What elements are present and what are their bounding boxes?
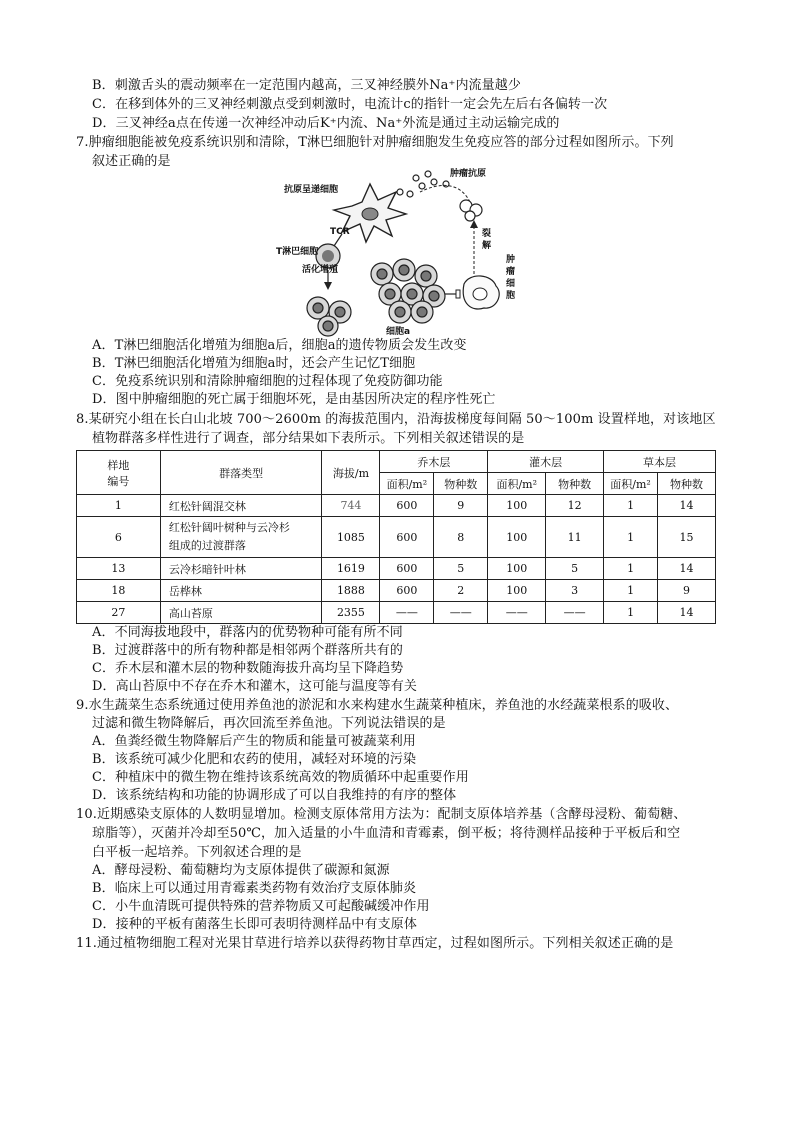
tumor-antigen-cluster-icon — [460, 200, 482, 221]
cell-id: 1 — [77, 495, 161, 517]
cell-herb-area: 1 — [604, 495, 658, 517]
community-survey-table — [76, 450, 716, 624]
q7-stem: 7.肿瘤细胞能被免疫系统识别和清除，T淋巴细胞针对肿瘤细胞发生免疫应答的部分过程如图所示。下列 — [76, 135, 674, 150]
q10-option-c: C．小牛血清既可提供特殊的营养物质又可起酸碱缓冲作用 — [92, 899, 430, 914]
header-herb-species: 物种数 — [658, 473, 716, 495]
tumor-cell-label-2: 瘤 — [506, 267, 516, 277]
q9-stem: 9.水生蔬菜生态系统通过使用养鱼池的淤泥和水来构建水生蔬菜种植床，养鱼池的水经蔬菜根系的吸收、 — [76, 698, 679, 713]
q9-option-d: D．该系统结构和功能的协调形成了可以自我维持的有序的整体 — [92, 788, 457, 803]
cell-herb-area: 1 — [604, 580, 658, 602]
cell-herb-area: 1 — [604, 517, 658, 558]
tumor-antigen-dots-icon — [397, 171, 449, 197]
q10-option-d: D．接种的平板有菌落生长即可表明待测样品中有支原体 — [92, 917, 417, 932]
cell-id: 13 — [77, 558, 161, 580]
table-row — [77, 495, 716, 517]
cell-alt: 744 — [322, 495, 380, 517]
q6-option-b: B．刺激舌头的震动频率在一定范围内越高，三叉神经膜外Na⁺内流量越少 — [92, 78, 521, 93]
header-plot-line1: 样地 — [107, 458, 130, 472]
q7-option-b: B．T淋巴细胞活化增殖为细胞a时，还会产生记忆T细胞 — [92, 356, 416, 371]
q10-option-a: A．酵母浸粉、葡萄糖均为支原体提供了碳源和氮源 — [92, 863, 390, 878]
tumor-cell-label-4: 胞 — [506, 291, 516, 301]
cell-type-line1: 红松针阔叶树种与云冷杉 — [168, 521, 290, 534]
contact-receptor — [456, 290, 460, 298]
tcr-label: TCR — [330, 227, 350, 237]
tumor-cell-label-3: 细 — [506, 279, 516, 289]
cell-id: 6 — [77, 517, 161, 558]
q6-option-c: C．在移到体外的三叉神经刺激点受到刺激时，电流计c的指针一定会先左后右各偏转一次 — [92, 97, 608, 112]
cell-shrub-species: 3 — [546, 580, 604, 602]
table-row — [77, 602, 716, 624]
cell-id: 18 — [77, 580, 161, 602]
q9-stem-cont: 过滤和微生物降解后，再次回流至养鱼池。下列说法错误的是 — [92, 716, 446, 731]
header-plot — [77, 451, 161, 495]
cell-type-line2: 组成的过渡群落 — [168, 539, 246, 552]
cell-shrub-area: 100 — [488, 495, 546, 517]
header-herb-area: 面积/m² — [604, 473, 658, 495]
table-row — [77, 517, 716, 558]
proliferation-arrowhead — [324, 282, 332, 290]
cell-tree-area: 600 — [380, 558, 434, 580]
cell-shrub-species: 5 — [546, 558, 604, 580]
cell-tree-area: 600 — [380, 517, 434, 558]
cell-tree-area: —— — [380, 602, 434, 624]
cell-type: 岳桦林 — [160, 580, 322, 602]
q10-stem-cont-2: 白平板一起培养。下列叙述合理的是 — [92, 845, 302, 860]
header-shrub-area: 面积/m² — [488, 473, 546, 495]
cell-tree-area: 600 — [380, 495, 434, 517]
cell-alt: 1888 — [322, 580, 380, 602]
cell-herb-species: 14 — [658, 558, 716, 580]
cell-type: 云冷杉暗针叶林 — [160, 558, 322, 580]
cell-alt: 1619 — [322, 558, 380, 580]
q10-stem-cont-1: 琼脂等），灭菌并冷却至50℃，加入适量的小牛血清和青霉素，倒平板；将待测样品接种于平板后和空 — [92, 826, 681, 841]
q6-option-d: D．三叉神经a点在传递一次神经冲动后K⁺内流、Na⁺外流是通过主动运输完成的 — [92, 116, 560, 131]
table-row — [77, 558, 716, 580]
cell-type: 红松针阔混交林 — [160, 495, 322, 517]
header-tree-area: 面积/m² — [380, 473, 434, 495]
cell-alt: 1085 — [322, 517, 380, 558]
q8-stem-cont: 植物群落多样性进行了调查，部分结果如下表所示。下列相关叙述错误的是 — [92, 431, 525, 446]
q9-option-b: B．该系统可减少化肥和农药的使用，减轻对环境的污染 — [92, 752, 417, 767]
lysis-label-2: 解 — [482, 241, 492, 251]
cell-herb-species: 9 — [658, 580, 716, 602]
cell-shrub-area: 100 — [488, 558, 546, 580]
cell-shrub-species: 12 — [546, 495, 604, 517]
q8-option-c: C．乔木层和灌木层的物种数随海拔升高均呈下降趋势 — [92, 661, 404, 676]
cell-type: 高山苔原 — [160, 602, 322, 624]
cell-shrub-area: —— — [488, 602, 546, 624]
tumor-cell-label-1: 肿 — [506, 255, 516, 265]
cell-id: 27 — [77, 602, 161, 624]
cell-herb-area: 1 — [604, 558, 658, 580]
cell-tree-species: 5 — [434, 558, 488, 580]
proliferation-label: 活化增殖 — [302, 265, 339, 275]
cell-herb-species: 14 — [658, 495, 716, 517]
t-cell-label: T淋巴细胞 — [276, 247, 319, 257]
cell-tree-species: 9 — [434, 495, 488, 517]
tumor-antigen-label: 肿瘤抗原 — [450, 169, 487, 179]
q8-stem: 8.某研究小组在长白山北坡 700～2600m 的海拔范围内，沿海拔梯度每间隔 50～100m 设置样地，对该地区 — [76, 412, 716, 427]
cell-tree-species: 8 — [434, 517, 488, 558]
immune-response-figure — [270, 162, 530, 338]
q7-option-a: A．T淋巴细胞活化增殖为细胞a后，细胞a的遗传物质会发生改变 — [92, 338, 467, 353]
q11-stem: 11.通过植物细胞工程对光果甘草进行培养以获得药物甘草西定，过程如图所示。下列相关叙述正确的是 — [76, 936, 674, 951]
apc-label: 抗原呈递细胞 — [284, 185, 339, 195]
table-row — [77, 580, 716, 602]
q10-option-b: B．临床上可以通过用青霉素类药物有效治疗支原体肺炎 — [92, 881, 417, 896]
cell-shrub-area: 100 — [488, 580, 546, 602]
q9-option-c: C．种植床中的微生物在维持该系统高效的物质循环中起重要作用 — [92, 770, 469, 785]
cell-alt: 2355 — [322, 602, 380, 624]
q7-option-c: C．免疫系统识别和清除肿瘤细胞的过程体现了免疫防御功能 — [92, 374, 443, 389]
q9-option-a: A．鱼粪经微生物降解后产生的物质和能量可被蔬菜利用 — [92, 734, 416, 749]
header-shrub-species: 物种数 — [546, 473, 604, 495]
header-altitude: 海拔/m — [322, 451, 380, 495]
cell-herb-species: 14 — [658, 602, 716, 624]
cell-tree-species: 2 — [434, 580, 488, 602]
cell-shrub-area: 100 — [488, 517, 546, 558]
header-tree-species: 物种数 — [434, 473, 488, 495]
tumor-cell-icon — [463, 276, 499, 309]
cell-type — [160, 517, 322, 558]
cell-herb-species: 15 — [658, 517, 716, 558]
header-plot-line2: 编号 — [107, 474, 130, 488]
cell-tree-species: —— — [434, 602, 488, 624]
header-herb-layer: 草本层 — [604, 451, 716, 473]
q8-option-a: A．不同海拔地段中，群落内的优势物种可能有所不同 — [92, 625, 403, 640]
q8-option-b: B．过渡群落中的所有物种都是相邻两个群落所共有的 — [92, 643, 403, 658]
q10-stem: 10.近期感染支原体的人数明显增加。检测支原体常用方法为：配制支原体培养基（含酵母浸粉、葡萄糖、 — [76, 807, 687, 822]
cell-tree-area: 600 — [380, 580, 434, 602]
q7-stem-cont: 叙述正确的是 — [92, 154, 171, 169]
q8-option-d: D．高山苔原中不存在乔木和灌木，这可能与温度等有关 — [92, 679, 417, 694]
cell-herb-area: 1 — [604, 602, 658, 624]
header-tree-layer: 乔木层 — [380, 451, 488, 473]
cell-shrub-species: 11 — [546, 517, 604, 558]
cell-shrub-species: —— — [546, 602, 604, 624]
lysis-label-1: 裂 — [482, 229, 492, 239]
cell-a-label: 细胞a — [386, 327, 411, 337]
q7-option-d: D．图中肿瘤细胞的死亡属于细胞坏死，是由基因所决定的程序性死亡 — [92, 392, 496, 407]
header-shrub-layer: 灌木层 — [488, 451, 604, 473]
header-community-type: 群落类型 — [160, 451, 322, 495]
antigen-arrow — [420, 185, 470, 202]
